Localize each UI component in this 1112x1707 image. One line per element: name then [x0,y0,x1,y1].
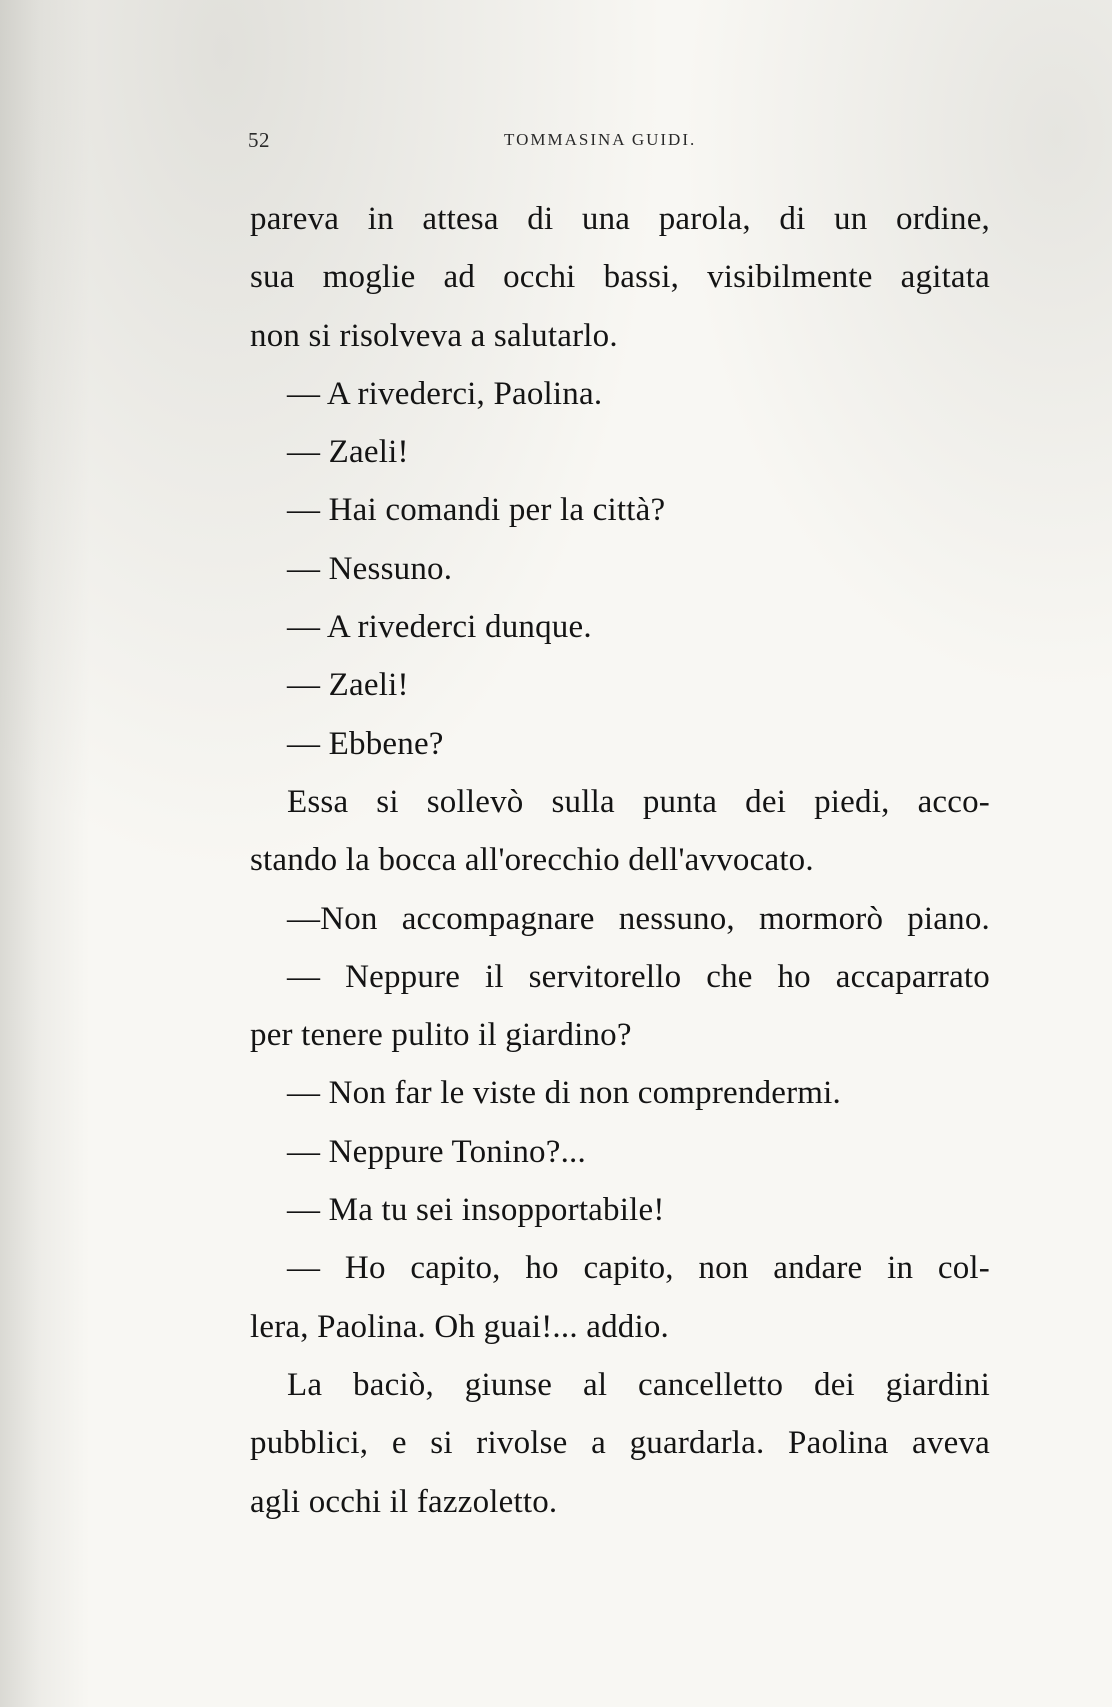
text-line: non si risolveva a salutarlo. [250,317,618,354]
body-text [250,190,990,1531]
text-line: — Non far le viste di non comprendermi. [287,1075,841,1112]
text-line: Essa si sollevò sulla punta dei piedi, acco- [287,783,990,820]
text-line: — Zaeli! [287,667,409,704]
text-line: — Ho capito, ho capito, non andare in col- [287,1250,990,1287]
text-line: agli occhi il fazzoletto. [250,1483,558,1520]
text-line: per tenere pulito il giardino? [250,1017,632,1054]
running-head [248,128,948,158]
text-line: —Non accompagnare nessuno, mormorò piano. [287,900,990,937]
text-line: sua moglie ad occhi bassi, visibilmente agitata [250,259,990,296]
text-line: — Ebbene? [287,725,444,762]
text-line: — Zaeli! [287,434,409,471]
text-line: — Neppure il servitorello che ho accaparrato [287,958,990,995]
running-title: TOMMASINA GUIDI. [504,130,697,149]
text-line: — Ma tu sei insopportabile! [287,1192,665,1229]
page-number: 52 [248,128,270,152]
text-line: lera, Paolina. Oh guai!... addio. [250,1308,669,1345]
text-line: — Neppure Tonino?... [287,1133,586,1170]
text-line: La baciò, giunse al cancelletto dei giardini [287,1366,990,1403]
text-line: pubblici, e si rivolse a guardarla. Paolina aveva [250,1425,990,1462]
text-line: pareva in attesa di una parola, di un ordine, [250,201,990,237]
text-line: stando la bocca all'orecchio dell'avvocato. [250,842,814,879]
text-line: — A rivederci, Paolina. [287,375,603,412]
text-line: — Nessuno. [287,550,453,587]
text-line: — Hai comandi per la città? [287,492,666,529]
text-line: — A rivederci dunque. [287,609,592,646]
